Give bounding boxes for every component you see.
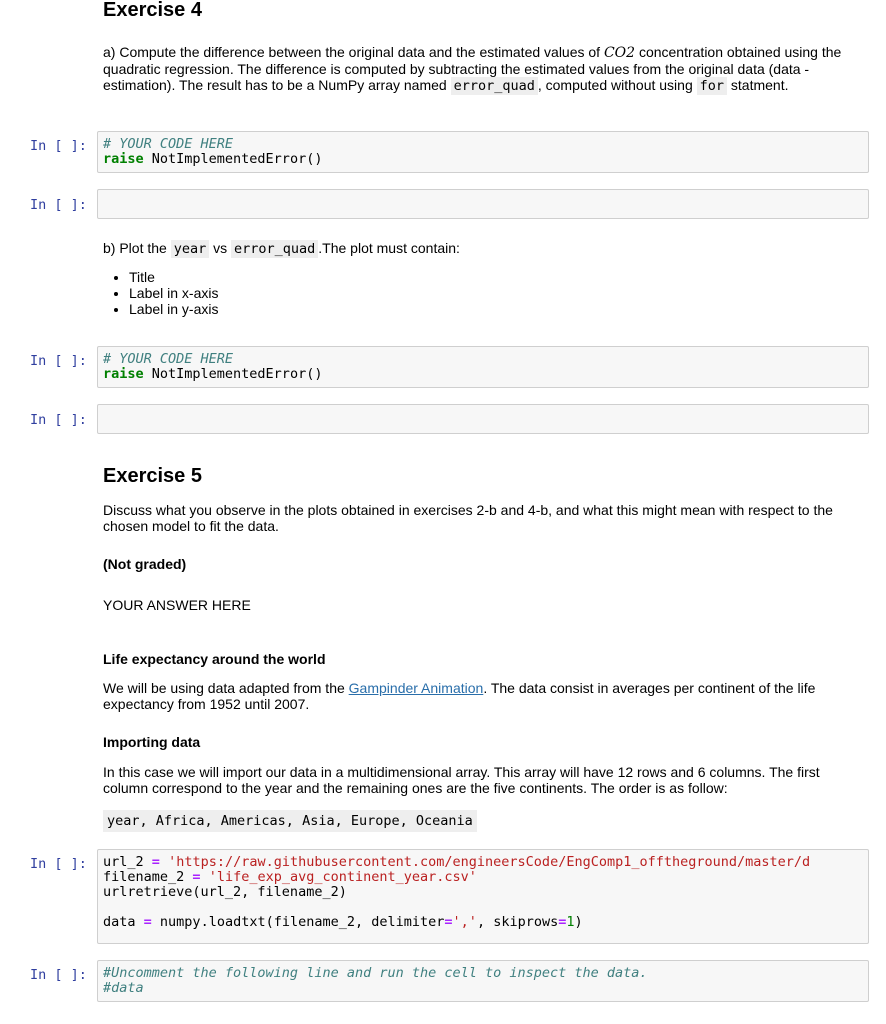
importing-data-heading: Importing data <box>103 734 201 750</box>
text-segment: statment. <box>727 77 789 93</box>
importing-data-text: In this case we will import our data in a multidimensional array. This array will have 12 rows and 6 columns. The first column correspond to the year and the remaining ones are the five continents. The order is as follow: <box>103 764 820 796</box>
code-operator: = <box>444 914 453 930</box>
code-comment: #data <box>103 980 144 996</box>
code-operator: = <box>558 914 567 930</box>
code-keyword: raise <box>103 366 144 382</box>
plot-requirements-list <box>103 269 863 317</box>
code-cell-2-empty[interactable] <box>97 189 869 219</box>
cell-prompt: In [ ]: <box>30 138 87 154</box>
code-operator: = <box>192 869 201 885</box>
not-graded-label: (Not graded) <box>103 556 187 572</box>
text-segment: We will be using data adapted from the <box>103 680 349 696</box>
text-segment: , computed without using <box>537 77 697 93</box>
text-segment: .The plot must contain: <box>318 240 460 256</box>
cell-prompt: In [ ]: <box>30 197 87 213</box>
exercise-4-heading: Exercise 4 <box>103 0 202 21</box>
exercise-4b-text <box>103 240 863 257</box>
list-item: • Label in y-axis <box>129 301 863 317</box>
year-code: year <box>171 240 210 258</box>
code-operator: = <box>143 914 152 930</box>
life-expectancy-heading: Life expectancy around the world <box>103 651 326 667</box>
for-code: for <box>697 77 727 95</box>
code-string: 'life_exp_avg_continent_year.csv' <box>208 869 477 885</box>
gapminder-link[interactable]: Gampinder Animation <box>348 680 484 696</box>
answer-placeholder[interactable]: YOUR ANSWER HERE <box>103 597 251 613</box>
code-text: filename_2 <box>103 869 185 885</box>
code-cell-1[interactable] <box>97 131 869 173</box>
code-text: , skiprows <box>476 914 559 930</box>
code-cell-5[interactable] <box>97 849 869 944</box>
text-segment: . The data consist in averages per continent of the life expectancy from 1952 until 2007. <box>103 680 816 712</box>
error-quad-code: error_quad <box>451 77 538 95</box>
life-expectancy-text <box>103 680 863 712</box>
code-text: NotImplementedError() <box>143 366 323 382</box>
code-text: url_2 <box>103 854 144 870</box>
text-segment: vs <box>209 240 231 256</box>
co2-math: CO2 <box>603 45 636 61</box>
list-item: • Label in x-axis <box>129 285 863 301</box>
cell-prompt: In [ ]: <box>30 967 87 983</box>
code-cell-4-empty[interactable] <box>97 404 869 434</box>
code-string: 'https://raw.githubusercontent.com/engineersCode/EngComp1_offtheground/master/d <box>168 854 811 870</box>
cell-prompt: In [ ]: <box>30 856 87 872</box>
text-segment: b) Plot the <box>103 240 171 256</box>
code-comment: # YOUR CODE HERE <box>103 136 234 152</box>
text-segment: a) Compute the difference between the original data and the estimated values of <box>103 44 604 60</box>
code-cell-3[interactable] <box>97 346 869 388</box>
code-text: data <box>103 914 136 930</box>
code-comment: #Uncomment the following line and run the cell to inspect the data. <box>103 965 648 981</box>
code-text: ) <box>574 914 583 930</box>
code-text: numpy.loadtxt(filename_2, delimiter <box>151 914 445 930</box>
exercise-4a-text <box>103 44 863 94</box>
code-string: ',' <box>452 914 477 930</box>
code-number: 1 <box>566 914 575 930</box>
code-cell-6[interactable] <box>97 960 869 1002</box>
code-keyword: raise <box>103 151 144 167</box>
code-comment: # YOUR CODE HERE <box>103 351 234 367</box>
code-text: urlretrieve(url_2, filename_2) <box>103 884 347 900</box>
exercise-5-heading: Exercise 5 <box>103 465 202 487</box>
columns-code-block <box>103 812 863 829</box>
cell-prompt: In [ ]: <box>30 412 87 428</box>
text-segment: concentration obtained using the quadratic regression. The difference is computed by subtracting the estimated values from the original data (data - estimation). The result has to be a NumPy array named <box>103 44 842 93</box>
error-quad-code: error_quad <box>231 240 318 258</box>
list-item: • Title <box>129 269 863 285</box>
exercise-5-text: Discuss what you observe in the plots obtained in exercises 2-b and 4-b, and what this might mean with respect to the chosen model to fit the data. <box>103 502 833 534</box>
code-operator: = <box>151 854 160 870</box>
cell-prompt: In [ ]: <box>30 353 87 369</box>
code-text: NotImplementedError() <box>143 151 323 167</box>
columns-code: year, Africa, Americas, Asia, Europe, Oceania <box>103 810 477 832</box>
